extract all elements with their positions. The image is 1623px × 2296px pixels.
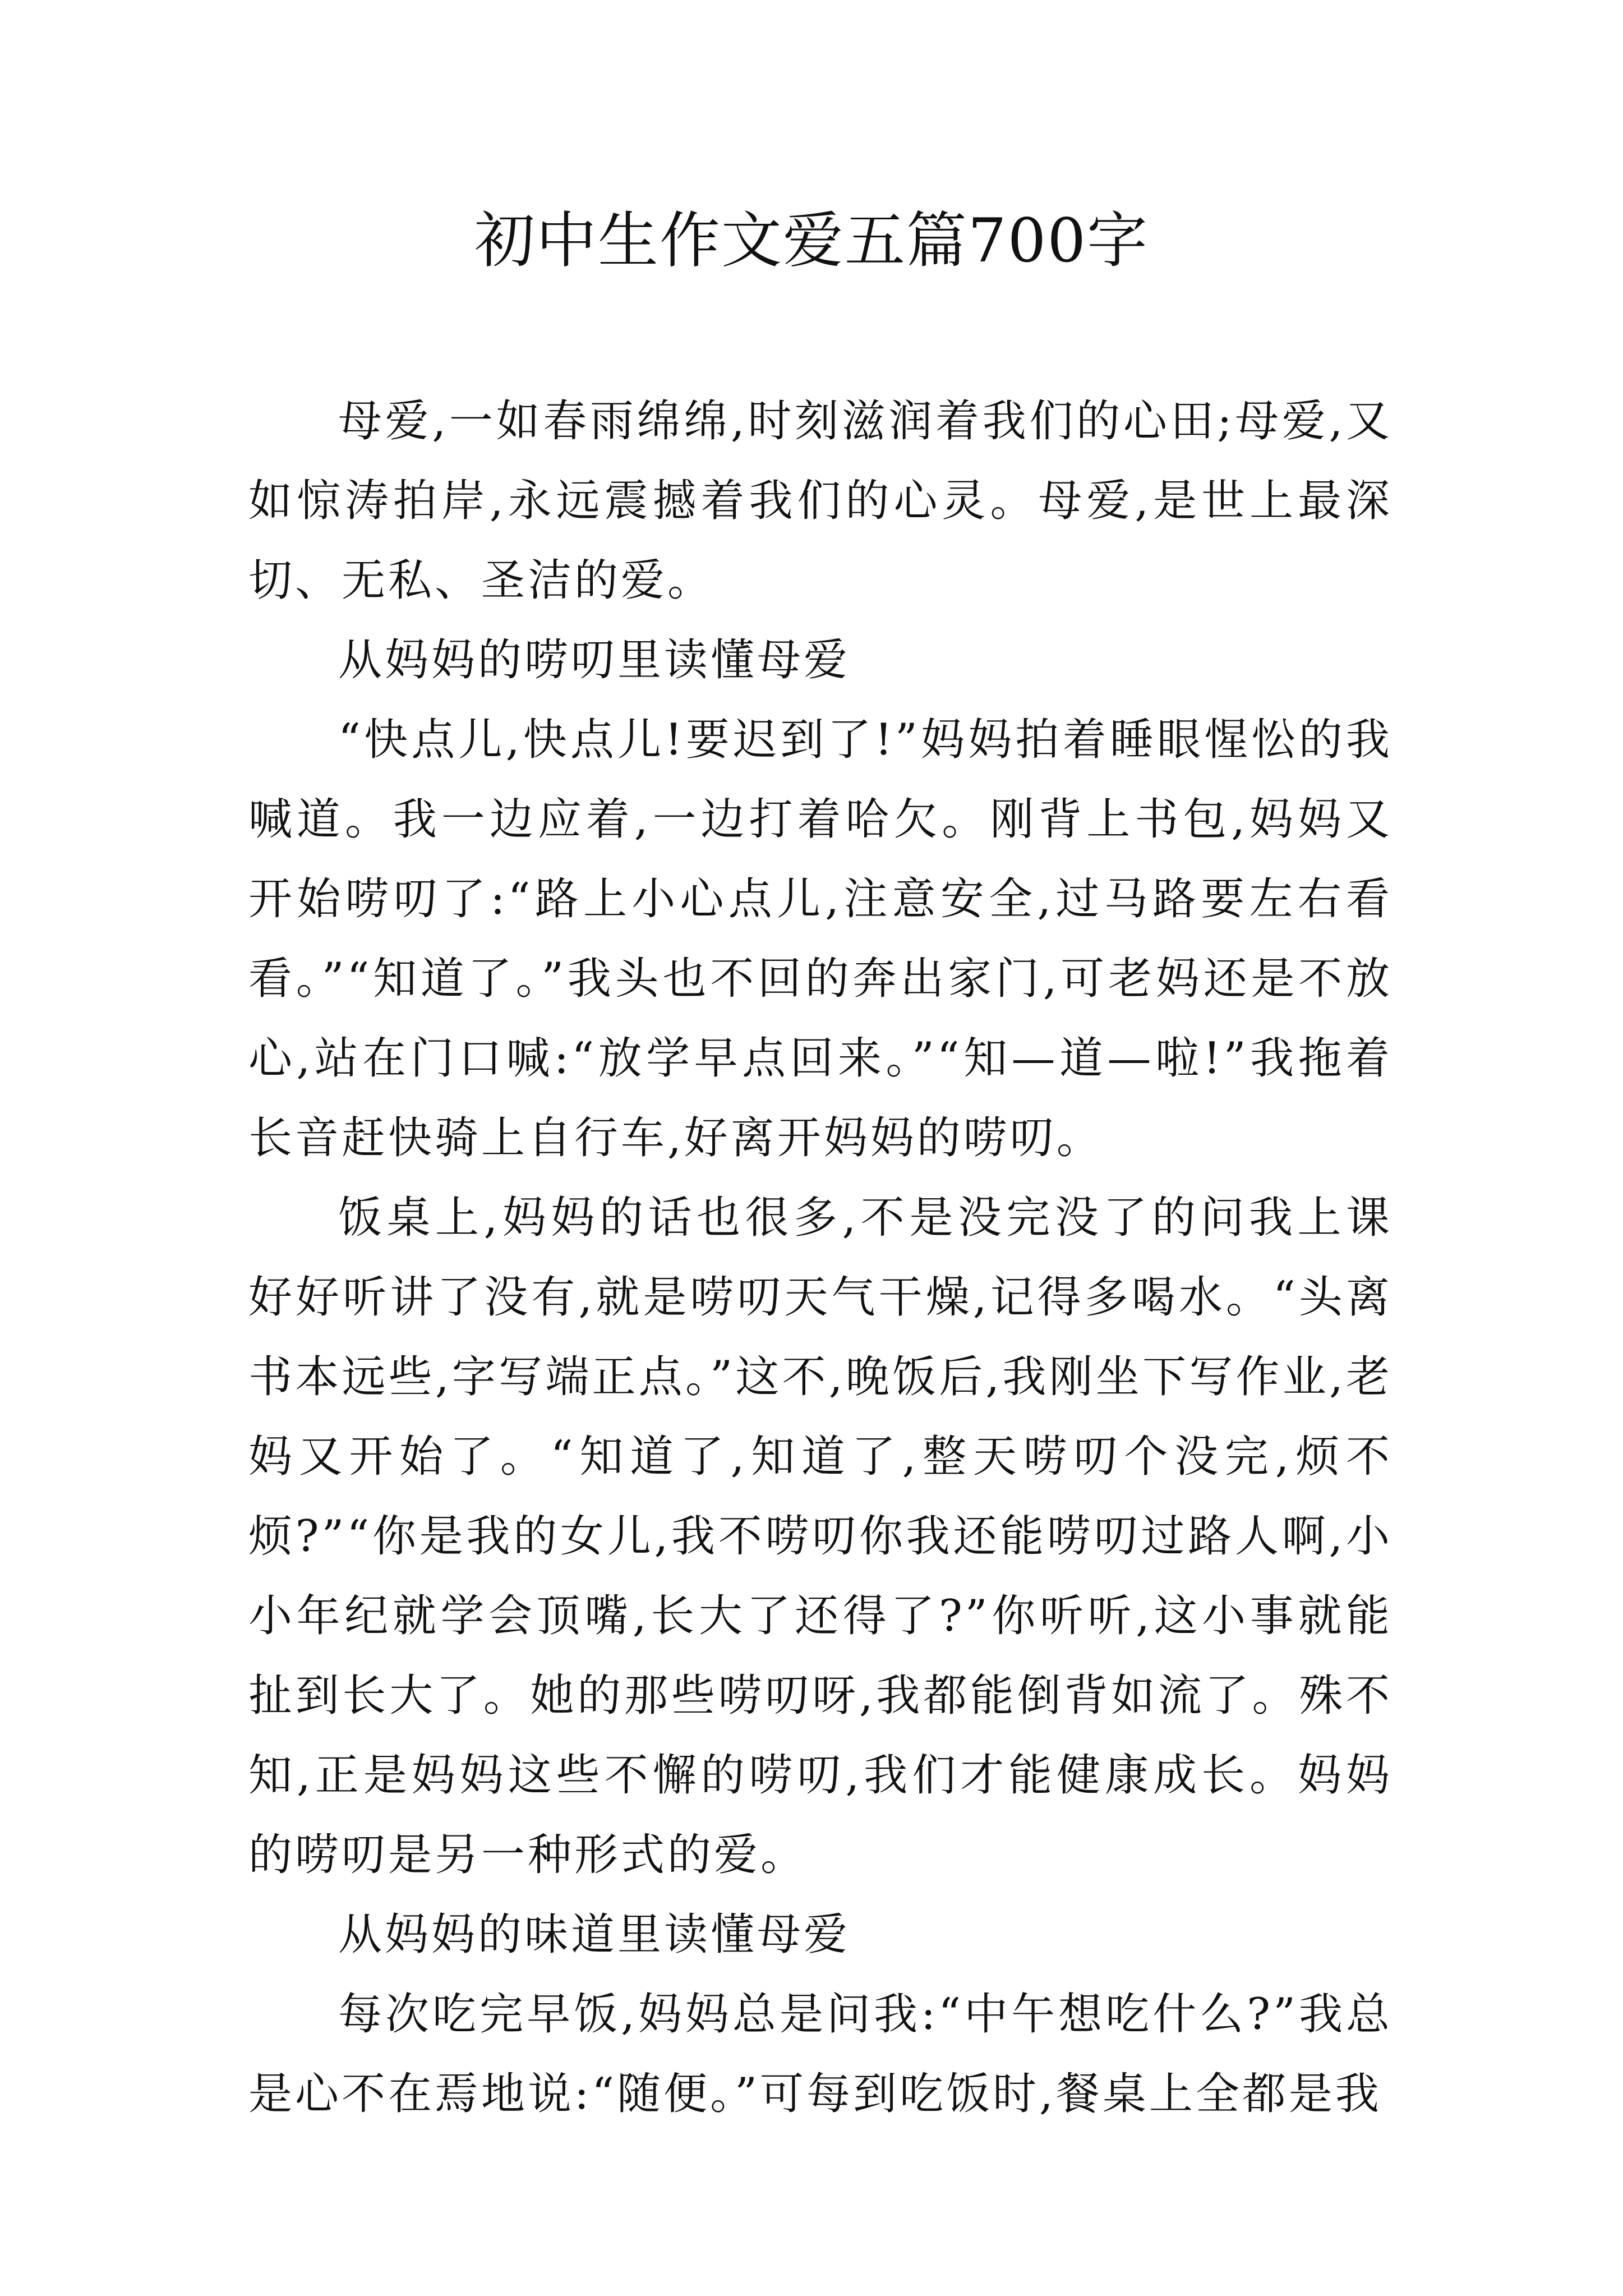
section-heading-taste: 从妈妈的味道里读懂母爱 [338, 1910, 851, 1960]
paragraph-dinner-table: 饭桌上,妈妈的话也很多,不是没完没了的问我上课好好听讲了没有,就是唠叨天气干燥,记得多喝水。“头离书本远些,字写端正点。”这不,晚饭后,我刚坐下写作业,老妈又开始了。“知道了,知道了,整天唠叨个没完,烦不烦?”“你是我的女儿,我不唠叨你我还能唠叨过路人啊,小小年纪就学会顶嘴,长大了还得了?”你听听,这小事就能扯到长大了。她的那些唠叨呀,我都能倒背如流了。殊不知,正是妈妈这些不懈的唠叨,我们才能健康成长。妈妈的唠叨是另一种形式的爱。 [248, 1193, 1393, 1880]
section-heading-nagging: 从妈妈的唠叨里读懂母爱 [338, 635, 851, 685]
paragraph-intro: 母爱,一如春雨绵绵,时刻滋润着我们的心田;母爱,又如惊涛拍岸,永远震撼着我们的心灵。母爱,是世上最深切、无私、圣洁的爱。 [248, 396, 1393, 606]
document-body [248, 381, 1393, 2134]
document-title: 初中生作文爱五篇700字 [474, 206, 1149, 276]
paragraph-breakfast: 每次吃完早饭,妈妈总是问我:“中午想吃什么?”我总是心不在焉地说:“随便。”可每到吃饭时,餐桌上全都是我 [248, 1989, 1393, 2119]
paragraph-morning: “快点儿,快点儿!要迟到了!”妈妈拍着睡眼惺忪的我喊道。我一边应着,一边打着哈欠。刚背上书包,妈妈又开始唠叨了:“路上小心点儿,注意安全,过马路要左右看看。”“知道了。”我头也不回的奔出家门,可老妈还是不放心,站在门口喊:“放学早点回来。”“知—道—啦!”我拖着长音赶快骑上自行车,好离开妈妈的唠叨。 [248, 715, 1393, 1163]
